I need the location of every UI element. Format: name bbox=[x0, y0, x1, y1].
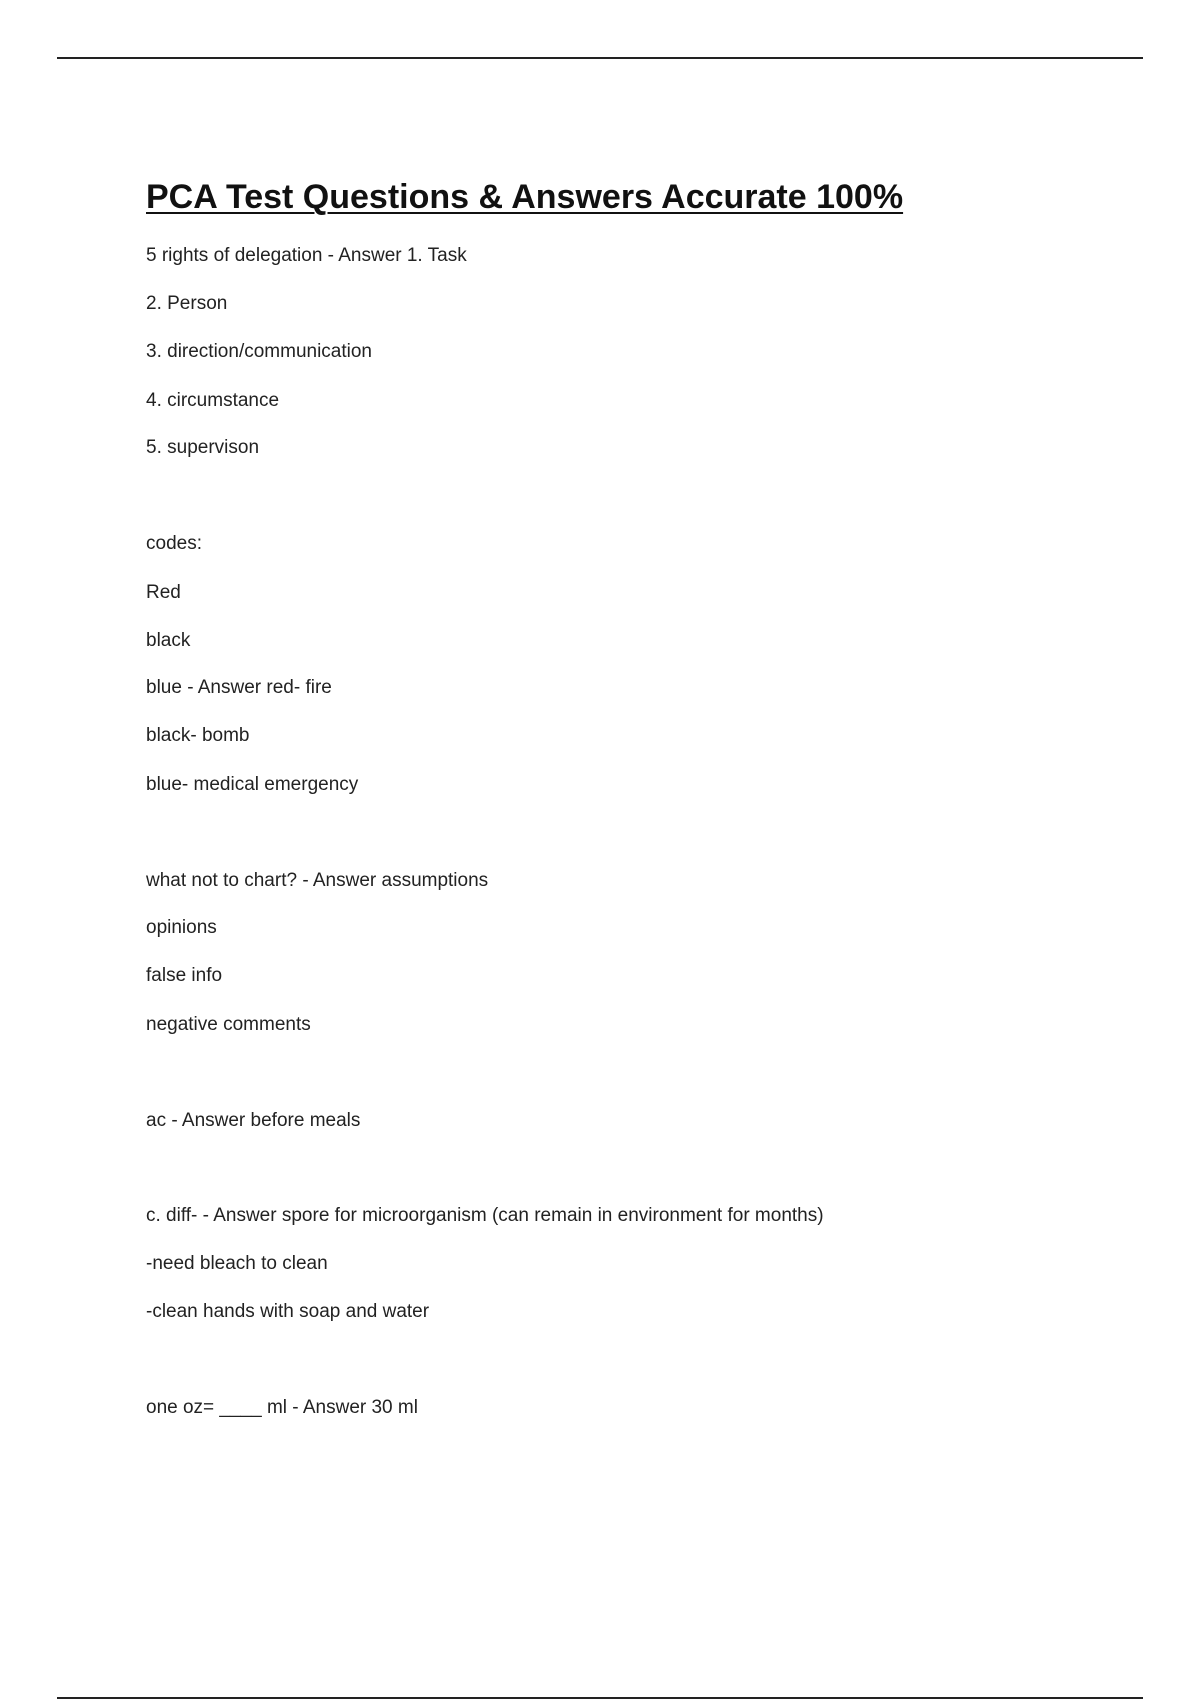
text-line: -need bleach to clean bbox=[146, 1253, 328, 1274]
text-line: codes: bbox=[146, 533, 202, 554]
text-line: 4. circumstance bbox=[146, 390, 280, 411]
document-title: PCA Test Questions & Answers Accurate 100% bbox=[146, 178, 904, 216]
text-line: 5 rights of delegation - Answer 1. Task bbox=[146, 245, 467, 266]
text-line: opinions bbox=[146, 917, 217, 938]
header-rule bbox=[57, 57, 1143, 59]
text-line: black bbox=[146, 630, 191, 651]
text-line: 5. supervison bbox=[146, 437, 260, 458]
footer-rule bbox=[57, 1697, 1143, 1699]
text-line: negative comments bbox=[146, 1014, 311, 1035]
text-line: c. diff- - Answer spore for microorganism (can remain in environment for months) bbox=[146, 1205, 824, 1226]
text-line: -clean hands with soap and water bbox=[146, 1301, 430, 1322]
text-line: Red bbox=[146, 582, 181, 603]
text-line: 2. Person bbox=[146, 293, 228, 314]
text-line: blue- medical emergency bbox=[146, 774, 359, 795]
text-line: what not to chart? - Answer assumptions bbox=[146, 870, 489, 891]
text-line: blue - Answer red- fire bbox=[146, 677, 332, 698]
text-line: 3. direction/communication bbox=[146, 341, 372, 362]
text-line: black- bomb bbox=[146, 725, 250, 746]
text-line: one oz= ____ ml - Answer 30 ml bbox=[146, 1397, 418, 1418]
text-line: false info bbox=[146, 965, 223, 986]
text-line: ac - Answer before meals bbox=[146, 1110, 361, 1131]
